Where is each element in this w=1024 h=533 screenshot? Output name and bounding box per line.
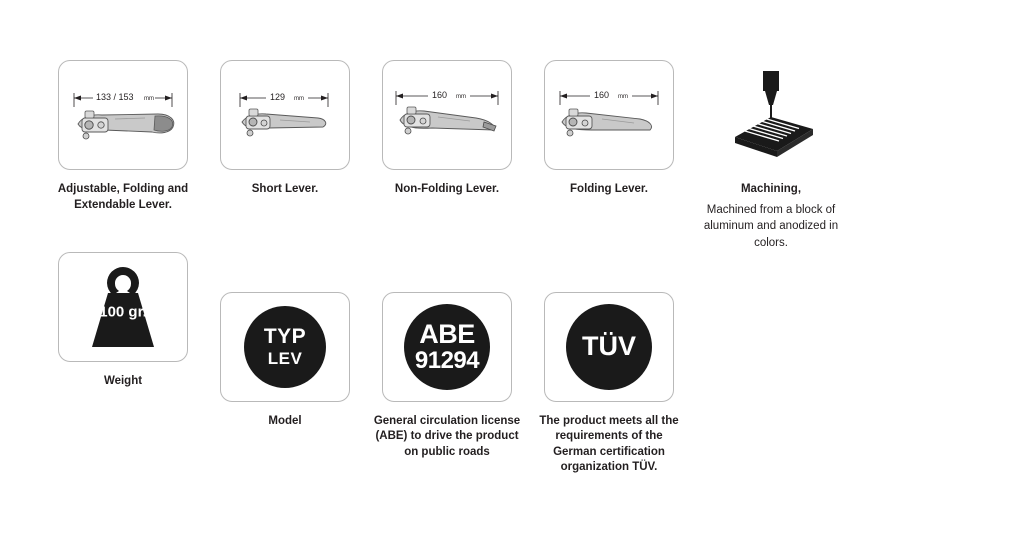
lever-illustration-box: [544, 60, 674, 170]
feature-subcaption: Machined from a block of aluminum and anodized in colors.: [703, 203, 839, 249]
badge-caption: Model: [268, 414, 302, 427]
tuv-badge-icon: [566, 304, 652, 390]
feature-folding-lever: [528, 60, 690, 252]
badge-line-1: TYP: [263, 325, 307, 349]
lever-illustration-box: [220, 60, 350, 170]
model-badge-box: [220, 292, 350, 402]
dimension-unit: mm: [456, 94, 466, 100]
badge-line-1: ABE: [419, 318, 475, 349]
feature-caption: Folding Lever.: [570, 183, 648, 195]
feature-caption: Non-Folding Lever.: [394, 183, 500, 195]
badge-line-2: LEV: [267, 349, 303, 369]
dimension-unit: mm: [294, 96, 304, 102]
badge-abe: [366, 292, 528, 476]
dimension-unit: mm: [144, 96, 154, 102]
tuv-badge-box: [544, 292, 674, 402]
feature-weight: [42, 252, 204, 476]
badge-line-2: 91294: [414, 346, 480, 374]
badge-tuv: [528, 292, 690, 476]
machining-illustration-box: [706, 60, 836, 170]
lever-illustration-box: [382, 60, 512, 170]
weight-illustration-box: [58, 252, 188, 362]
dimension-value: 160: [594, 90, 610, 100]
lever-adjustable-icon: [60, 62, 186, 168]
dimension-value: 129: [270, 92, 286, 102]
lever-non-folding-icon: [384, 62, 510, 168]
feature-adjustable-folding-extendable-lever: [42, 60, 204, 252]
abe-badge-box: [382, 292, 512, 402]
feature-caption: Weight: [103, 374, 143, 387]
lever-folding-icon: [546, 62, 672, 168]
lever-illustration-box: [58, 60, 188, 170]
feature-machining: [690, 60, 852, 252]
feature-grid: [42, 60, 982, 476]
badge-model: [204, 292, 366, 476]
abe-badge-icon: [404, 304, 490, 390]
cnc-machining-icon: [713, 65, 829, 165]
feature-non-folding-lever: [366, 60, 528, 252]
feature-short-lever: [204, 60, 366, 252]
weight-graphic: [68, 259, 178, 355]
weight-value-label: 100 gr.: [99, 303, 147, 321]
dimension-value: 133 / 153: [96, 92, 134, 102]
badge-caption: General circulation license (ABE) to drive the product on public roads: [373, 414, 521, 458]
feature-caption: Short Lever.: [251, 183, 319, 195]
badge-caption: The product meets all the requirements of the German certification organization TÜV.: [539, 414, 679, 474]
dimension-value: 160: [432, 90, 448, 100]
lever-short-icon: [222, 62, 348, 168]
dimension-unit: mm: [618, 94, 628, 100]
typ-lev-badge-icon: [244, 306, 326, 388]
badge-line-1: TÜV: [582, 331, 636, 362]
feature-caption: Machining,: [740, 183, 802, 195]
feature-caption: Adjustable, Folding and Extendable Lever.: [57, 183, 189, 211]
